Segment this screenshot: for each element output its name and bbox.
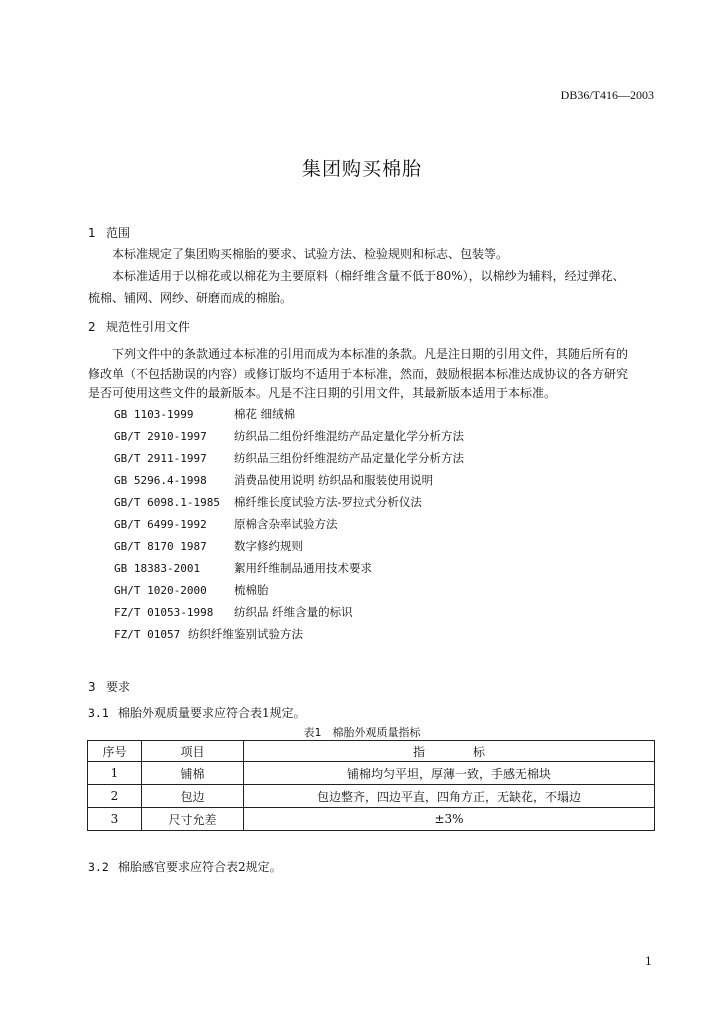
section-number: 3: [88, 680, 96, 694]
page-number: 1: [645, 955, 652, 968]
table-row: [88, 785, 655, 808]
section-1-para-2-line-1: 本标准适用于以棉花或以棉花为主要原料（棉纤维含量不低于80%），以棉纱为辅料，经过弹花、: [112, 269, 625, 283]
reference-item: [114, 494, 422, 510]
reference-item: [114, 604, 353, 620]
reference-code: GB/T 8170 1987: [114, 540, 207, 553]
table-cell: 1: [88, 762, 142, 785]
reference-code: GB/T 2911-1997: [114, 452, 207, 465]
reference-name: 纺织纤维鉴别试验方法: [188, 627, 303, 641]
reference-item: [114, 406, 295, 422]
section-1-heading: [88, 224, 130, 241]
section-3-heading: [88, 678, 130, 695]
reference-code: GB 5296.4-1998: [114, 474, 207, 487]
appearance-quality-table: [87, 740, 655, 831]
reference-item: [114, 516, 338, 532]
clause-3-1: [88, 704, 306, 721]
section-number: 2: [88, 320, 96, 334]
section-2-intro-line-1: 下列文件中的条款通过本标准的引用而成为本标准的条款。凡是注日期的引用文件，其随后所有的: [112, 347, 629, 361]
section-1-para-2-line-2: 梳棉、铺网、网纱、研磨而成的棉胎。: [88, 291, 293, 305]
table-cell: 3: [88, 808, 142, 831]
standard-code: DB36/T416—2003: [560, 88, 654, 102]
reference-name: 纺织品三组份纤维混纺产品定量化学分析方法: [234, 451, 464, 465]
clause-3-2: [88, 858, 282, 875]
reference-code: GB 18383-2001: [114, 562, 201, 575]
clause-text: 棉胎感官要求应符合表2规定。: [118, 860, 282, 874]
section-2-intro-line-3: 是否可使用这些文件的最新版本。凡是不注日期的引用文件，其最新版本适用于本标准。: [88, 386, 557, 400]
reference-name: 数字修约规则: [234, 539, 303, 553]
reference-code: FZ/T 01053-1998: [114, 606, 214, 619]
reference-item: [114, 538, 303, 554]
reference-code: GB 1103-1999: [114, 408, 194, 421]
table-cell: 包边: [142, 785, 244, 808]
reference-name: 纺织品 纤维含量的标识: [234, 605, 353, 619]
reference-code: GB/T 2910-1997: [114, 430, 207, 443]
reference-item: [114, 582, 269, 598]
table-header-cell: 序号: [88, 741, 142, 762]
reference-name: 纺织品二组份纤维混纺产品定量化学分析方法: [234, 429, 464, 443]
reference-name: 梳棉胎: [234, 583, 269, 597]
reference-name: 絮用纤维制品通用技术要求: [234, 561, 372, 575]
table-row: [88, 762, 655, 785]
table-cell: ±3%: [244, 808, 655, 831]
table-header-row: [88, 741, 655, 762]
reference-code: FZ/T 01057: [114, 628, 181, 641]
reference-item: [114, 450, 464, 466]
table-cell: 铺棉均匀平坦，厚薄一致，手感无棉块: [244, 762, 655, 785]
section-1-para-1: 本标准规定了集团购买棉胎的要求、试验方法、检验规则和标志、包装等。: [112, 247, 509, 261]
section-title: 范围: [106, 226, 131, 240]
table-header-cell: 项目: [142, 741, 244, 762]
table-caption: 表1 棉胎外观质量指标: [303, 726, 421, 739]
table-row: [88, 808, 655, 831]
section-title: 要求: [106, 680, 131, 694]
reference-name: 消费品使用说明 纺织品和服装使用说明: [234, 473, 434, 487]
reference-code: GB/T 6098.1-1985: [114, 496, 220, 509]
reference-code: GH/T 1020-2000: [114, 584, 207, 597]
section-2-heading: [88, 318, 190, 335]
reference-name: 原棉含杂率试验方法: [234, 517, 338, 531]
reference-code: GB/T 6499-1992: [114, 518, 207, 531]
reference-name: 棉纤维长度试验方法-罗拉式分析仪法: [234, 495, 422, 509]
document-title: 集团购买棉胎: [301, 158, 422, 180]
clause-number: 3.2: [88, 860, 109, 874]
clause-number: 3.1: [88, 706, 109, 720]
reference-name: 棉花 细绒棉: [234, 407, 296, 421]
reference-item: [114, 560, 372, 576]
reference-item: [114, 472, 433, 488]
table-cell: 尺寸允差: [142, 808, 244, 831]
table-cell: 包边整齐，四边平直，四角方正，无缺花，不塌边: [244, 785, 655, 808]
section-number: 1: [88, 226, 96, 240]
clause-text: 棉胎外观质量要求应符合表1规定。: [118, 706, 306, 720]
reference-item: [114, 626, 303, 642]
section-2-intro-line-2: 修改单（不包括勘误的内容）或修订版均不适用于本标准，然而，鼓励根据本标准达成协议的各方研究: [88, 367, 629, 381]
section-title: 规范性引用文件: [106, 320, 191, 334]
table-cell: 铺棉: [142, 762, 244, 785]
table-header-cell: 指 标: [244, 741, 655, 762]
reference-item: [114, 428, 464, 444]
table-cell: 2: [88, 785, 142, 808]
